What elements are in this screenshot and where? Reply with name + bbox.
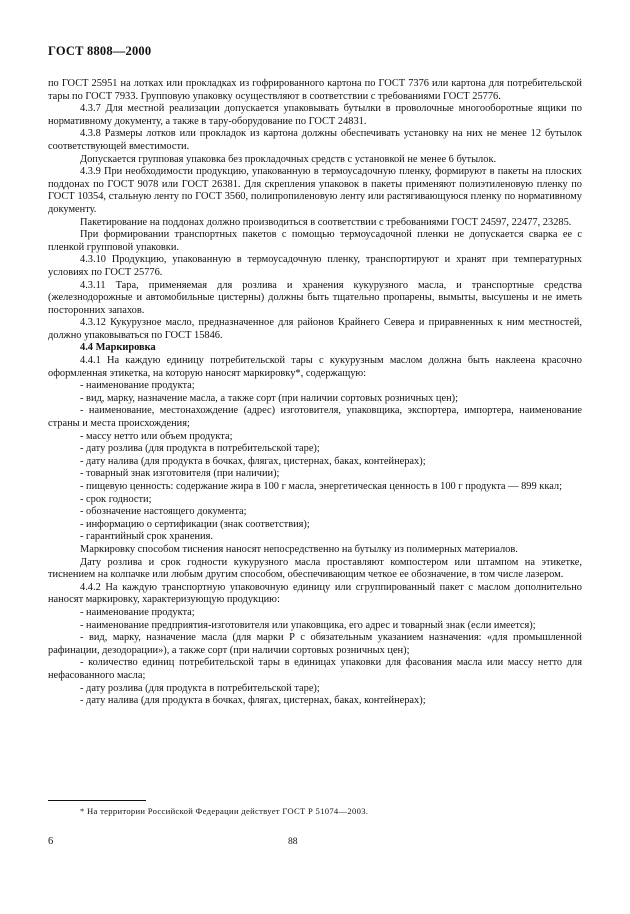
list-item: - гарантийный срок хранения. bbox=[80, 531, 213, 543]
list-item: - пищевую ценность: содержание жира в 100 г масла, энергетическая ценность в 100 г продукта — 899 ккал; bbox=[80, 481, 563, 492]
section-page-number: 6 bbox=[48, 836, 54, 847]
paragraph: по ГОСТ 25951 на лотках или прокладках из гофрированного картона по ГОСТ 7376 или картона для потребительской тары по ГОСТ 7933. Групповую упаковку осуществляют в соответствии с требованиями ГОСТ 25776. bbox=[48, 78, 582, 102]
paragraph: При формировании транспортных пакетов с помощью термоусадочной пленки не допускается сварка ее с пленкой групповой упаковки. bbox=[48, 229, 582, 253]
paragraph: 4.4.2 На каждую транспортную упаковочную единицу или сгруппированный пакет с маслом дополнительно наносят маркировку, характеризующую продукцию: bbox=[48, 581, 582, 606]
list-item: - наименование предприятия-изготовителя или упаковщика, его адрес и товарный знак (если имеется); bbox=[80, 619, 536, 631]
list-item: - наименование продукта; bbox=[80, 380, 195, 392]
list-item: - товарный знак изготовителя (при наличии); bbox=[80, 468, 280, 480]
list-item: - дату розлива (для продукта в потребительской таре); bbox=[80, 682, 320, 694]
list-item: - наименование продукта; bbox=[80, 606, 195, 618]
footnote: * На территории Российской Федерации действует ГОСТ Р 51074—2003. bbox=[80, 806, 369, 816]
paragraph: Дату розлива и срок годности кукурузного масла проставляют компостером или штампом на этикетке, тиснением на колпачке или любым другим способом, обеспечивающим четкое ее обозначение, в том числе лазером. bbox=[48, 556, 582, 581]
footnote-divider bbox=[48, 800, 146, 801]
paragraph: 4.3.9 При необходимости продукцию, упакованную в термоусадочную пленку, формируют в пакеты на плоских поддонах по ГОСТ 9078 или ГОСТ 26381. Для скрепления упаковок в пакеты применяют полиэтиленовую пленку по ГОСТ 10354, стальную ленту по ГОСТ 3560, полипропиленовую ленту или растягивающуюся пленку по нормативному документу. bbox=[48, 166, 582, 215]
paragraph: 4.3.7 Для местной реализации допускается упаковывать бутылки в проволочные многооборотные ящики по нормативному документу, а также в тару-оборудование по ГОСТ 24831. bbox=[48, 103, 582, 127]
list-item: - массу нетто или объем продукта; bbox=[80, 430, 233, 442]
list-item: - срок годности; bbox=[80, 493, 152, 505]
paragraph: Пакетирование на поддонах должно производиться в соответствии с требованиями ГОСТ 24597, 22477, 23285. bbox=[80, 216, 572, 228]
document-header: ГОСТ 8808—2000 bbox=[48, 44, 152, 58]
paragraph: 4.3.11 Тара, применяемая для розлива и хранения кукурузного масла, и транспортные средства (железнодорожные и автомобильные цистерны) должны быть тщательно пропарены, вымыты, высушены и не иметь посторонних запахов. bbox=[48, 279, 582, 316]
list-item: - дату налива (для продукта в бочках, флягах, цистернах, баках, контейнерах); bbox=[80, 695, 426, 707]
list-item: - дату розлива (для продукта в потребительской таре); bbox=[80, 443, 320, 455]
document-body bbox=[48, 78, 582, 708]
paragraph: 4.3.10 Продукцию, упакованную в термоусадочную пленку, транспортируют и хранят при температурных условиях по ГОСТ 25776. bbox=[48, 254, 582, 278]
section-heading: 4.4 Маркировка bbox=[80, 342, 156, 354]
list-item: - вид, марку, назначение масла (для марки Р с обязательным указанием назначения: «для промышленной рафинации, дезодорации»), а также сорт (при наличии сортовых розничных цен); bbox=[48, 632, 582, 656]
paragraph: 4.3.12 Кукурузное масло, предназначенное для районов Крайнего Севера и приравненных к ним местностей, должно упаковываться по ГОСТ 15846. bbox=[48, 317, 582, 341]
list-item: - наименование, местонахождение (адрес) изготовителя, упаковщика, экспортера, импортера, наименование страны и места происхождения; bbox=[48, 405, 582, 430]
list-item: - информацию о сертификации (знак соответствия); bbox=[80, 518, 310, 530]
list-item: - количество единиц потребительской тары в единицах упаковки для фасования масла или массу нетто для нефасованного масла; bbox=[48, 657, 582, 681]
list-item: - обозначение настоящего документа; bbox=[80, 506, 247, 518]
list-item: - дату налива (для продукта в бочках, флягах, цистернах, баках, контейнерах); bbox=[80, 455, 426, 467]
paragraph: Допускается групповая упаковка без прокладочных средств с установкой не менее 6 бутылок. bbox=[80, 153, 497, 165]
paragraph: 4.3.8 Размеры лотков или прокладок из картона должны обеспечивать установку на них не менее 12 бутылок соответствующей вместимости. bbox=[48, 128, 582, 152]
paragraph: Маркировку способом тиснения наносят непосредственно на бутылку из полимерных материалов. bbox=[80, 543, 518, 555]
page-number: 88 bbox=[288, 836, 298, 847]
paragraph: 4.4.1 На каждую единицу потребительской тары с кукурузным маслом должна быть наклеена красочно оформленная этикетка, на которую наносят маркировку*, содержащую: bbox=[48, 355, 582, 379]
list-item: - вид, марку, назначение масла, а также сорт (при наличии сортовых розничных цен); bbox=[80, 392, 459, 404]
